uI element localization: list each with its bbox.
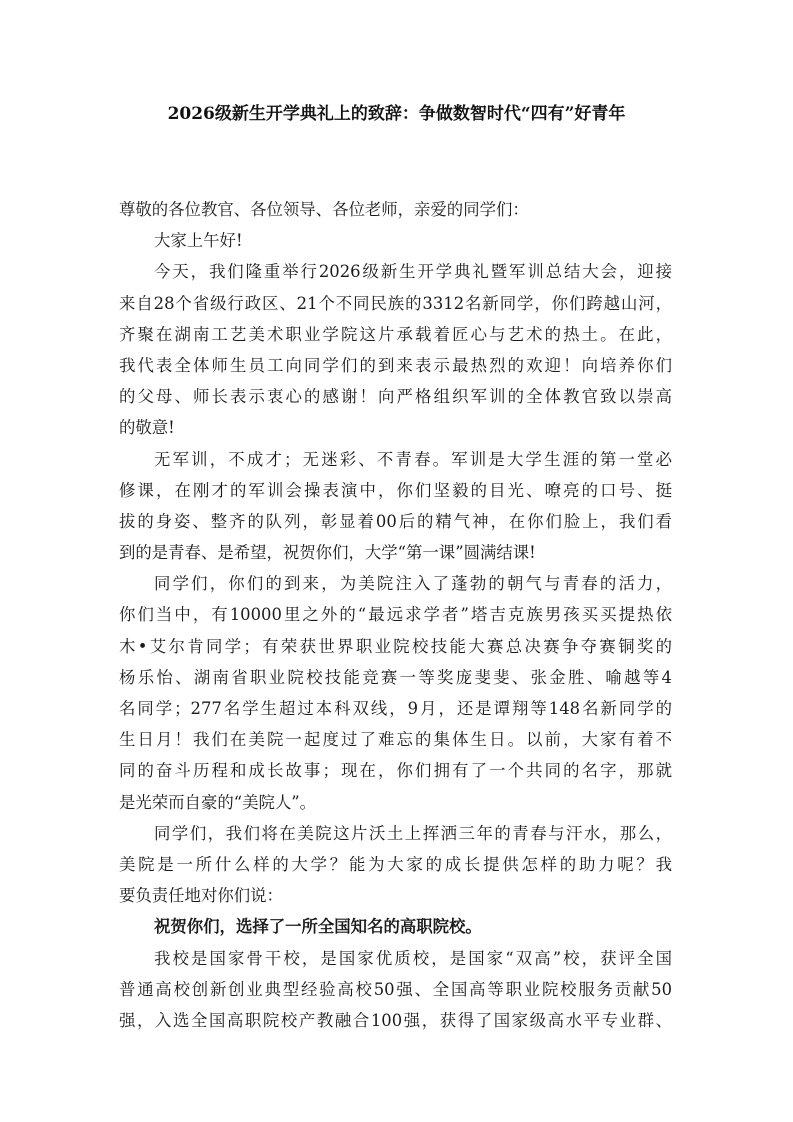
text-line: 的父母、师长表示衷心的感谢！向严格组织军训的全体教官致以崇高 [119,387,672,407]
text-line: 我代表全体师生员工向同学们的到来表示最热烈的欢迎！向培养你们 [119,355,672,375]
text-line: 木•艾尔肯同学；有荣获世界职业院校技能大赛总决赛争夺赛铜奖的 [119,636,672,656]
text-line: 同的奋斗历程和成长故事；现在，你们拥有了一个共同的名字，那就 [119,761,672,781]
text-line: 生日月！我们在美院一起度过了难忘的集体生日。以前，大家有着不 [119,730,672,750]
text-line: 美院是一所什么样的大学？能为大家的成长提供怎样的助力呢？我 [119,854,672,874]
text-line: 强，入选全国高职院校产教融合100强，获得了国家级高水平专业群、 [119,1010,672,1030]
document-title: 2026级新生开学典礼上的致辞：争做数智时代“四有”好青年 [167,104,626,124]
text-line: 无军训，不成才；无迷彩、不青春。军训是大学生涯的第一堂必 [154,449,672,469]
text-line: 你们当中，有10000里之外的“最远求学者”塔吉克族男孩买买提热依 [119,605,672,625]
text-line: 的敬意! [119,418,175,438]
text-line: 是光荣而自豪的“美院人”。 [119,792,317,812]
text-line: 大家上午好! [154,231,243,251]
text-line: 齐聚在湖南工艺美术职业学院这片承载着匠心与艺术的热土。在此， [119,324,672,344]
text-line: 要负责任地对你们说： [119,886,283,906]
text-line: 名同学；277名学生超过本科双线，9月，还是谭翔等148名新同学的 [119,699,672,718]
text-line: 来自28个省级行政区、21个不同民族的3312名新同学，你们跨越山河， [119,293,672,313]
text-line: 尊敬的各位教官、各位领导、各位老师，亲爱的同学们： [119,200,529,219]
text-line: 修课，在刚才的军训会操表演中，你们坚毅的目光、嘹亮的口号、挺 [119,480,672,500]
text-line: 杨乐怡、湖南省职业院校技能竞赛一等奖庞斐斐、张金胜、喻越等4 [119,667,672,687]
text-line: 到的是青春、是希望，祝贺你们，大学“第一课”圆满结课! [119,543,536,563]
section-heading-line: 祝贺你们，选择了一所全国知名的高职院校。 [154,917,482,937]
text-line: 普通高校创新创业典型经验高校50强、全国高等职业院校服务贡献50 [119,979,672,999]
text-line: 同学们，我们将在美院这片沃土上挥洒三年的青春与汗水，那么， [154,823,672,843]
text-line: 拔的身姿、整齐的队列，彰显着00后的精气神，在你们脸上，我们看 [119,511,672,531]
speech-body [119,194,672,1036]
text-line: 我校是国家骨干校，是国家优质校，是国家“双高”校，获评全国 [154,948,672,968]
text-line: 同学们，你们的到来，为美院注入了蓬勃的朝气与青春的活力， [154,574,672,594]
text-line: 今天，我们隆重举行2026级新生开学典礼暨军训总结大会，迎接 [154,262,672,282]
